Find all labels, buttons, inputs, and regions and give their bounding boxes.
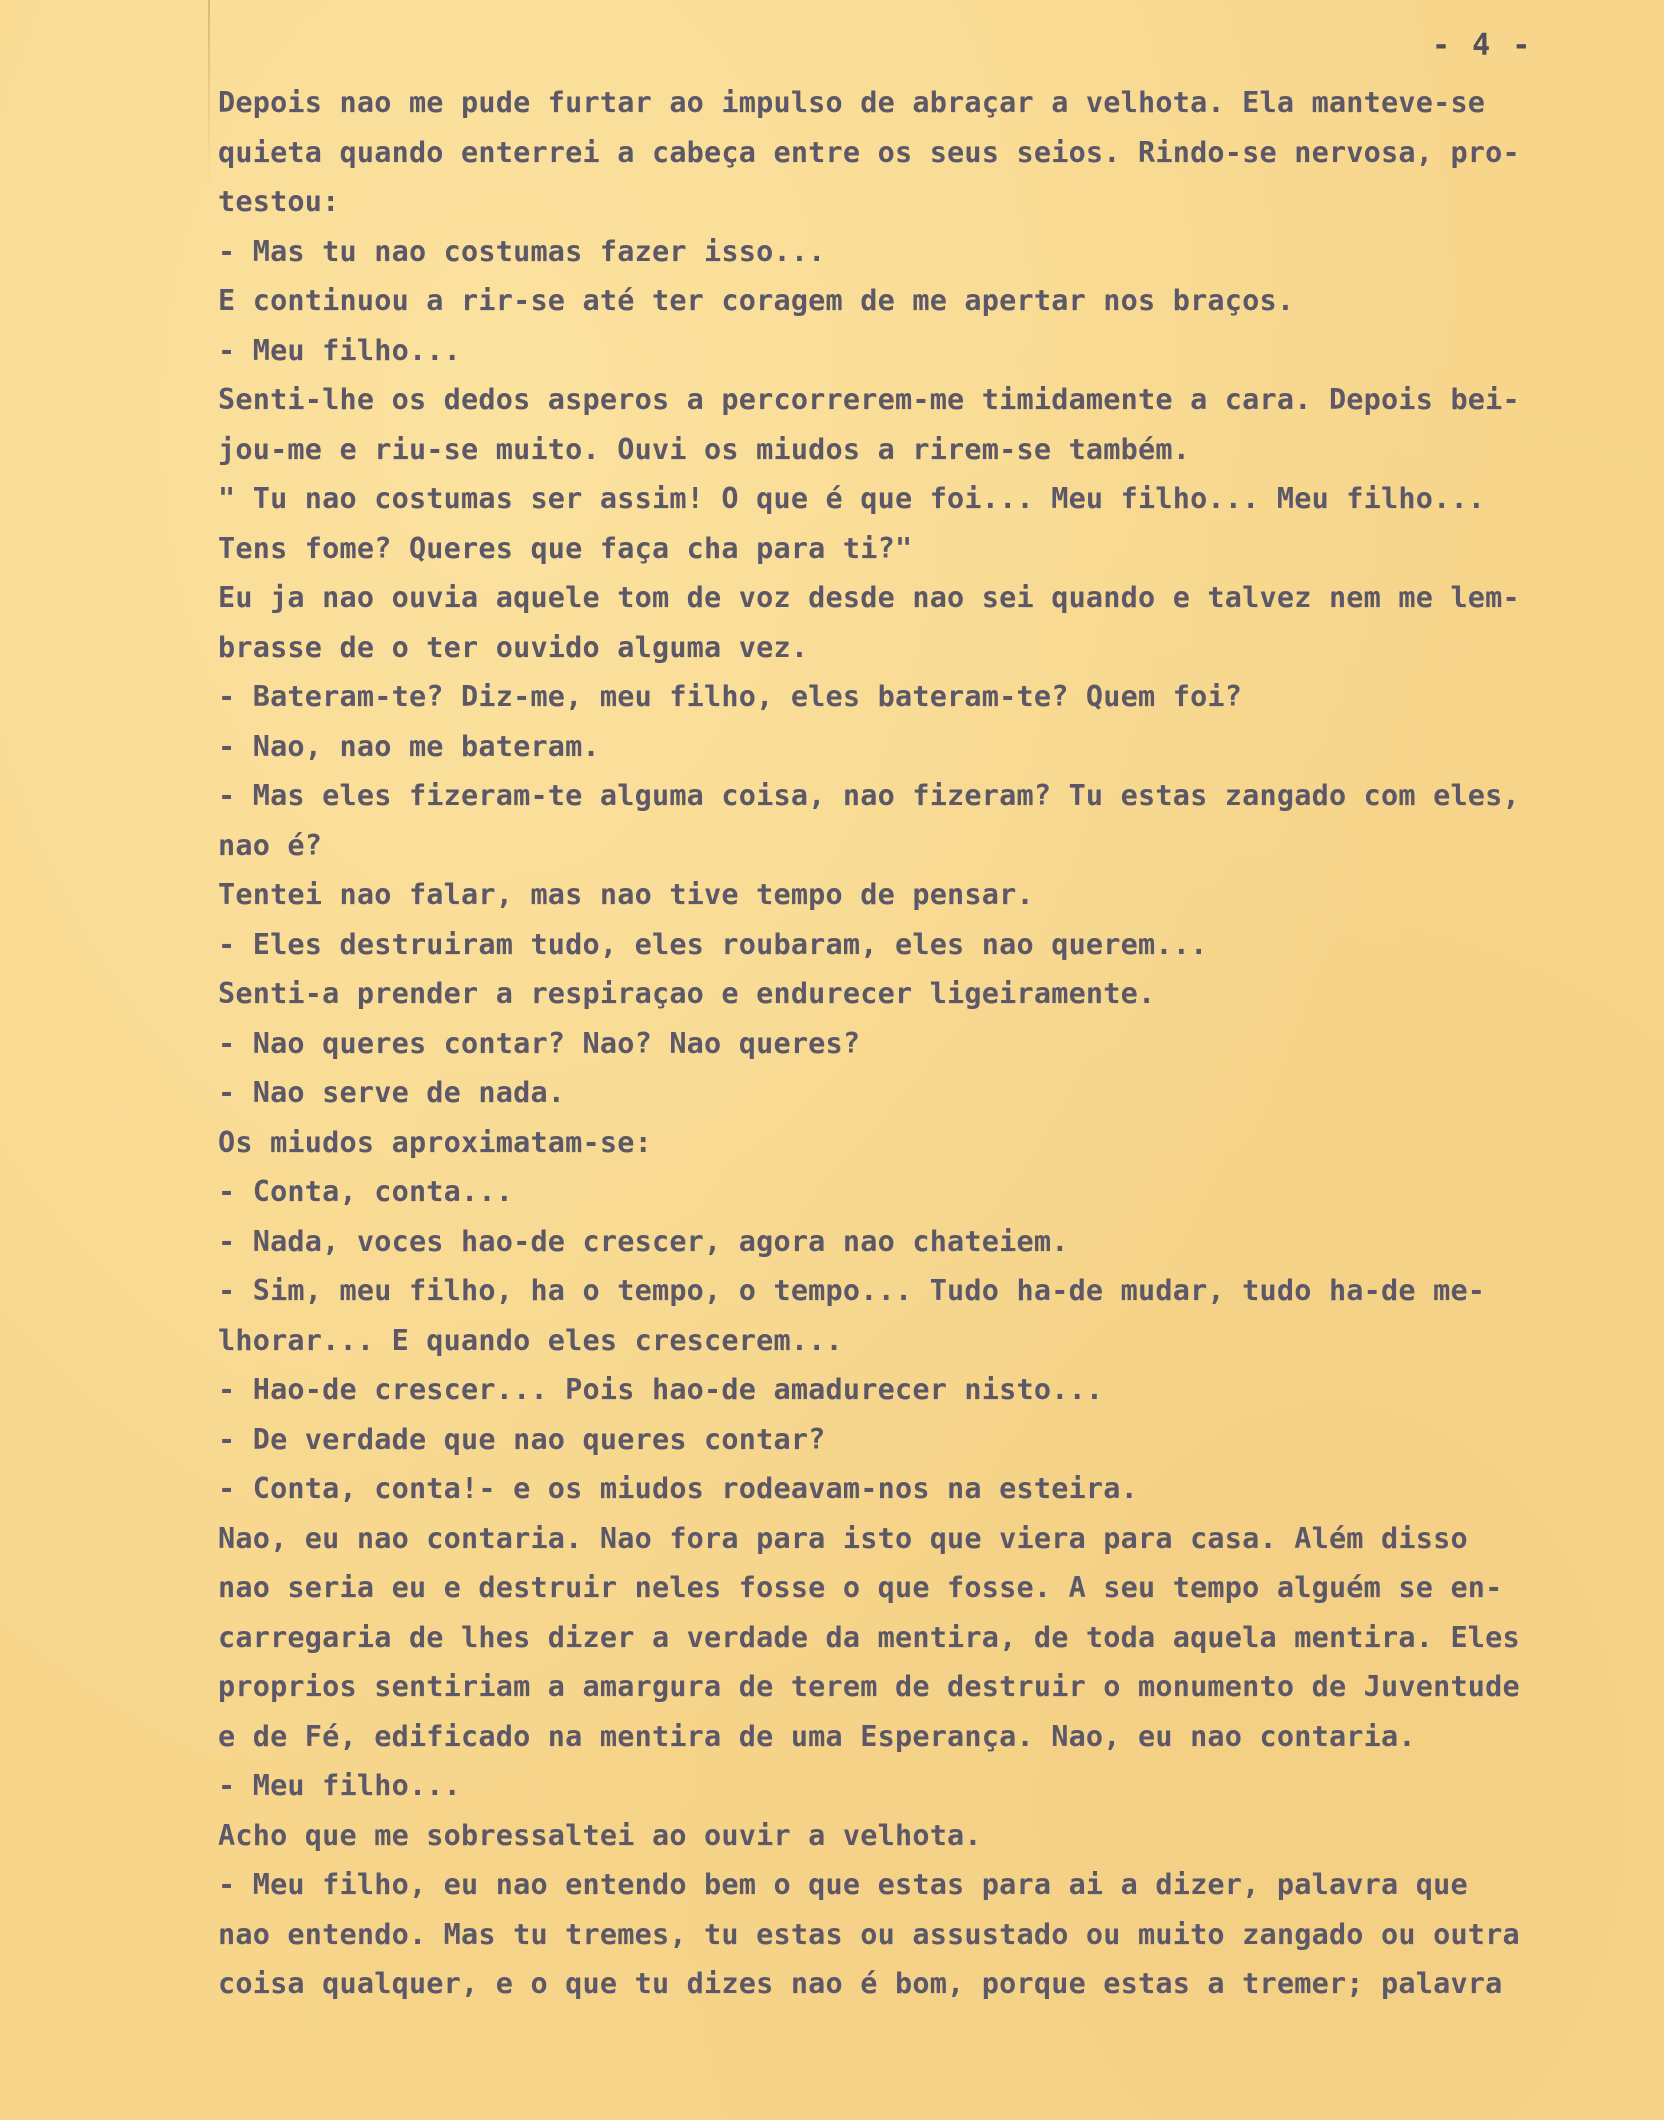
text-line: - Conta, conta!- e os miudos rodeavam-nos na esteira. [218, 1472, 1138, 1505]
page-number: - 4 - [1432, 28, 1533, 63]
paper-fold-mark [208, 0, 210, 190]
text-line: nao entendo. Mas tu tremes, tu estas ou assustado ou muito zangado ou outra [218, 1917, 1520, 1951]
text-line: lhorar... E quando eles crescerem... [218, 1323, 843, 1357]
text-line: Nao, eu nao contaria. Nao fora para isto que viera para casa. Além disso [218, 1521, 1468, 1555]
text-line: nao seria eu e destruir neles fosse o que fosse. A seu tempo alguém se en- [218, 1571, 1503, 1604]
text-line: Os miudos aproximatam-se: [218, 1125, 652, 1159]
page-body-text [218, 78, 1618, 2009]
text-line: - Sim, meu filho, ha o tempo, o tempo... Tudo ha-de mudar, tudo ha-de me- [218, 1274, 1486, 1307]
text-line: Senti-lhe os dedos asperos a percorrerem-me timidamente a cara. Depois bei- [218, 383, 1520, 416]
text-line: - Eles destruiram tudo, eles roubaram, eles nao querem... [218, 927, 1208, 961]
text-line: - Bateram-te? Diz-me, meu filho, eles bateram-te? Quem foi? [218, 680, 1243, 713]
text-line: testou: [218, 185, 340, 218]
text-line: " Tu nao costumas ser assim! O que é que foi... Meu filho... Meu filho... [218, 482, 1486, 515]
text-line: - Mas eles fizeram-te alguma coisa, nao fizeram? Tu estas zangado com eles, [218, 779, 1520, 812]
text-line: Senti-a prender a respiraçao e endurecer ligeiramente. [218, 977, 1156, 1010]
text-line: - Hao-de crescer... Pois hao-de amadurecer nisto... [218, 1373, 1104, 1406]
text-line: e de Fé, edificado na mentira de uma Esperança. Nao, eu nao contaria. [218, 1719, 1416, 1753]
text-line: - Mas tu nao costumas fazer isso... [218, 234, 826, 268]
text-line: - Nao serve de nada. [218, 1076, 566, 1109]
text-line: - Nao, nao me bateram. [218, 729, 600, 763]
text-line: - De verdade que nao queres contar? [218, 1422, 826, 1456]
text-line: - Meu filho... [218, 1769, 462, 1802]
text-line: Tentei nao falar, mas nao tive tempo de pensar. [218, 878, 1034, 911]
text-line: proprios sentiriam a amargura de terem de destruir o monumento de Juventude [218, 1670, 1520, 1703]
text-line: - Conta, conta... [218, 1175, 514, 1208]
text-line: - Meu filho, eu nao entendo bem o que estas para ai a dizer, palavra que [218, 1868, 1468, 1901]
text-line: E continuou a rir-se até ter coragem de me apertar nos braços. [218, 284, 1295, 317]
text-line: Depois nao me pude furtar ao impulso de abraçar a velhota. Ela manteve-se [218, 86, 1486, 119]
text-line: jou-me e riu-se muito. Ouvi os miudos a rirem-se também. [218, 432, 1191, 466]
text-line: nao é? [218, 828, 323, 862]
text-line: coisa qualquer, e o que tu dizes nao é bom, porque estas a tremer; palavra [218, 1967, 1503, 2000]
text-line: - Nada, voces hao-de crescer, agora nao chateiem. [218, 1224, 1069, 1258]
text-line: - Meu filho... [218, 333, 462, 367]
text-line: Eu ja nao ouvia aquele tom de voz desde nao sei quando e talvez nem me lem- [218, 581, 1520, 614]
text-line: quieta quando enterrei a cabeça entre os seus seios. Rindo-se nervosa, pro- [218, 135, 1520, 169]
text-line: brasse de o ter ouvido alguma vez. [218, 630, 809, 664]
text-line: Acho que me sobressaltei ao ouvir a velhota. [218, 1818, 982, 1852]
text-line: Tens fome? Queres que faça cha para ti?" [218, 531, 913, 565]
text-line: carregaria de lhes dizer a verdade da mentira, de toda aquela mentira. Eles [218, 1620, 1520, 1654]
text-line: - Nao queres contar? Nao? Nao queres? [218, 1026, 861, 1060]
